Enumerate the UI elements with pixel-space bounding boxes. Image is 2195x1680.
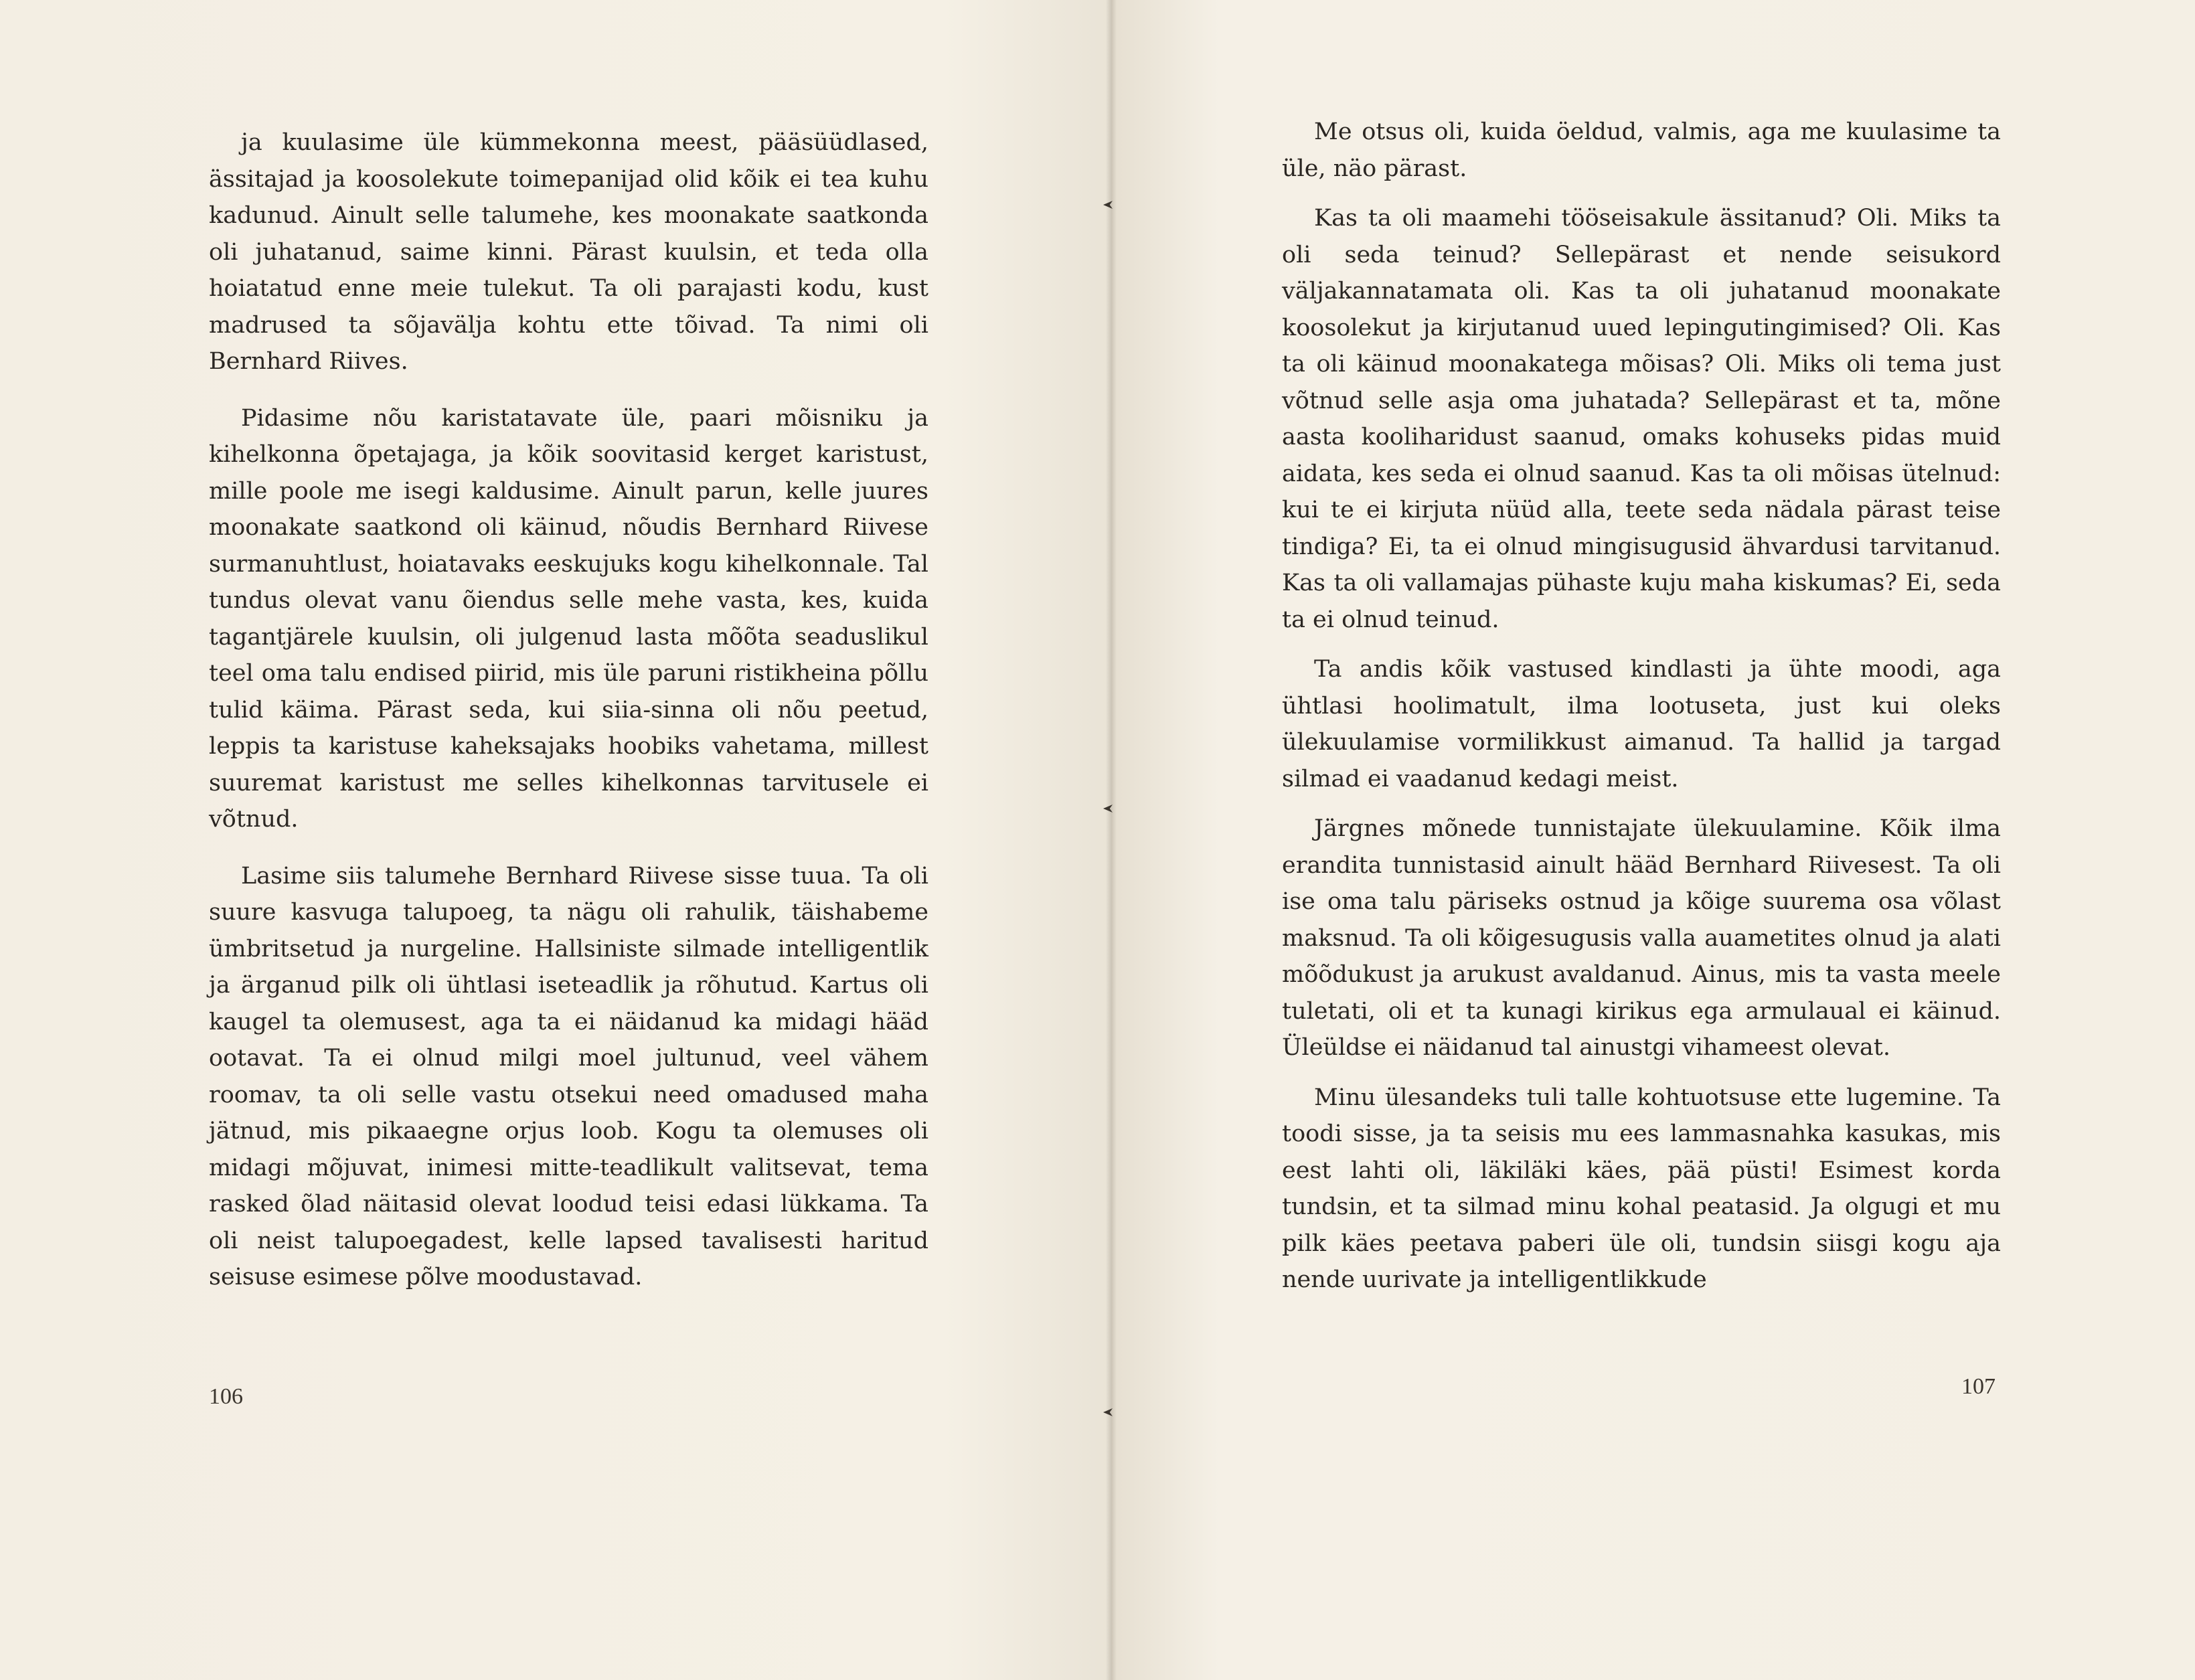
paragraph: Järgnes mõnede tunnistajate ülekuulamine. Kõik ilma erandita tunnistasid ainult hääd Bernhard Riivesest. Ta oli ise oma talu päriseks ostnud ja kõige suurema osa võlast maksnud. Ta oli kõigesugusis valla auametites olnud ja alati mõõdukust ja arukust avaldanud. Ainus, mis ta vasta meele tuletati, oli et ta kunagi kirikus ega armulaual ei käinud. Üleüldse ei näidanud tal ainustgi vihameest olevat. [1282,815,2001,1061]
paragraph: ja kuulasime üle kümmekonna meest, pääsüüdlased, ässitajad ja koosolekute toimepanijad olid kõik ei tea kuhu kadunud. Ainult selle talumehe, kes moonakate saatkonda oli juhatanud, saime kinni. Pärast kuulsin, et teda olla hoiatatud enne meie tulekut. Ta oli parajasti kodu, kust madrused ta sõjavälja kohtu ette tõivad. Ta nimi oli Bernhard Riives. [209,129,928,375]
paragraph: Pidasime nõu karistatavate üle, paari mõisniku ja kihelkonna õpetajaga, ja kõik soovitasid kerget karistust, mille poole me isegi kaldusime. Ainult parun, kelle juures moonakate saatkond oli käinud, nõudis Bernhard Riivese surmanuhtlust, hoiatavaks eeskujuks kogu kihelkonnale. Tal tundus olevat vanu õiendus selle mehe vasta, kes, kuida tagantjärele kuulsin, oli julgenud lasta mõõta seaduslikul teel oma talu endised piirid, mis üle paruni ristikheina põllu tulid käima. Pärast seda, kui siia-sinna oli nõu peetud, leppis ta karistuse kaheksajaks hoobiks vahetama, millest suuremat karistust me selles kihelkonnas tarvitusele ei võtnud. [209,404,928,833]
right-page-text [1282,114,2001,1298]
left-page-text [209,124,928,1296]
page-number: 106 [209,1384,243,1409]
paragraph: Lasime siis talumehe Bernhard Riivese sisse tuua. Ta oli suure kasvuga talupoeg, ta nägu oli rahulik, täishabeme ümbritsetud ja nurgeline. Hallsiniste silmade intelligentlik ja ärganud pilk oli ühtlasi iseteadlik ja rõhutud. Kartus oli kaugel ta olemusest, aga ta ei näidanud ka midagi hääd ootavat. Ta ei olnud milgi moel jultunud, veel vähem roomav, ta oli selle vastu otsekui need omadused maha jätnud, mis pikaaegne orjus loob. Kogu ta olemuses oli midagi mõjuvat, inimesi mitte-teadlikult valitsevat, tema rasked õlad näitasid olevat loodud teisi edasi lükkama. Ta oli neist talupoegadest, kelle lapsed tavalisesti haritud seisuse esimese põlve moodustavad. [209,862,928,1290]
paragraph: Ta andis kõik vastused kindlasti ja ühte moodi, aga ühtlasi hoolimatult, ilma lootuseta, just kui oleks ülekuulamise vormilikkust aimanud. Ta hallid ja targad silmad ei vaadanud kedagi meist. [1282,656,2001,792]
right-page [1111,0,2195,1680]
page-number: 107 [1961,1374,1996,1399]
binding-gutter [1106,0,1117,1680]
paragraph: Kas ta oli maamehi tööseisakule ässitanud? Oli. Miks ta oli seda teinud? Sellepärast et nende seisukord väljakannatamata oli. Kas ta oli juhatanud moonakate koosolekut ja kirjutanud uued lepingutingimised? Oli. Kas ta oli käinud moonakatega mõisas? Oli. Miks oli tema just võtnud selle asja oma juhatada? Sellepärast et ta, mõne aasta kooliharidust saanud, omaks kohuseks pidas muid aidata, kes seda ei olnud saanud. Kas ta oli mõisas ütelnud: kui te ei kirjuta nüüd alla, teete seda nädala pärast teise tindiga? Ei, ta ei olnud mingisugusid ähvardusi tarvitanud. Kas ta oli vallamajas pühaste kuju maha kiskumas? Ei, seda ta ei olnud teinud. [1282,205,2001,633]
paragraph: Minu ülesandeks tuli talle kohtuotsuse ette lugemine. Ta toodi sisse, ja ta seisis mu ees lammasnahka kasukas, mis eest lahti oli, läkiläki käes, pää püsti! Esimest korda tundsin, et ta silmad minu kohal peatasid. Ja olgugi et mu pilk käes peetava paberi üle oli, tundsin siisgi kogu aja nende uurivate ja intelligentlikkude [1282,1084,2001,1293]
paragraph: Me otsus oli, kuida öeldud, valmis, aga me kuulasime ta üle, näo pärast. [1282,118,2001,182]
